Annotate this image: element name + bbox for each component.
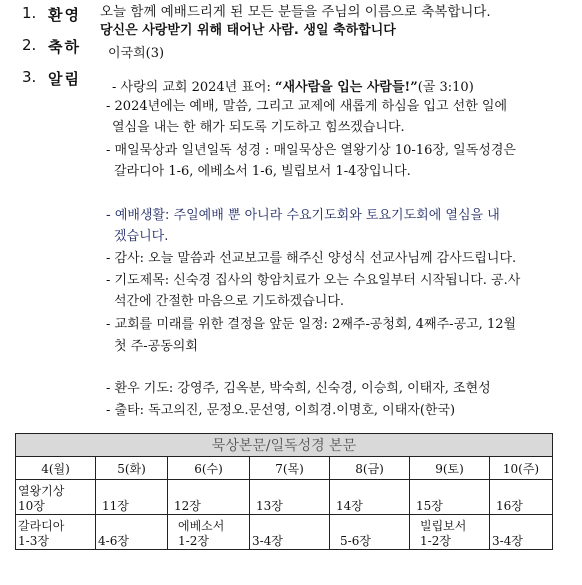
notice-line: 겠습니다.: [114, 229, 169, 244]
day-header: 6(수): [168, 457, 250, 480]
table-row-daily-meditation: [16, 480, 553, 515]
birthday-message: 당신은 사랑받기 위해 태어난 사람. 생일 축하합니다: [100, 23, 396, 38]
day-header: 8(금): [330, 457, 410, 480]
day-header: 7(목): [250, 457, 330, 480]
section-number-birthday: 2.: [22, 36, 37, 54]
table-cell: [96, 480, 168, 515]
day-header: 4(월): [16, 457, 96, 480]
notice-line: - 예배생활: 주일예배 뿐 아니라 수요기도회와 토요기도회에 열심을 내: [106, 208, 500, 223]
cell-line: 에베소서: [178, 519, 225, 533]
notice-line: - 기도제목: 신숙경 집사의 항암치료가 오는 수요일부터 시작됩니다. 공.사: [106, 273, 521, 288]
cell-line: 1-2장: [178, 534, 209, 548]
notice-line: - 환우 기도: 강영주, 김옥분, 박숙희, 신숙경, 이승희, 이태자, 조현성: [106, 381, 491, 396]
section-title-welcome: 환영: [48, 6, 81, 24]
section-number-notices: 3.: [22, 68, 37, 86]
day-header: 10(주): [490, 457, 553, 480]
section-number-welcome: 1.: [22, 4, 37, 22]
notice-line: 갈라디아 1-6, 에베소서 1-6, 빌립보서 1-4장입니다.: [114, 164, 411, 179]
notice-line: 첫 주-공동의회: [114, 339, 198, 354]
table-days-row: [16, 457, 553, 480]
table-header-row: [16, 434, 553, 457]
cell-line: 4-6장: [98, 534, 129, 548]
notice-line: - 감사: 오늘 말씀과 선교보고를 해주신 양성식 선교사님께 감사드립니다.: [106, 251, 517, 266]
cell-line: 10장: [18, 499, 45, 513]
table-cell: [250, 515, 330, 550]
table-cell: [168, 480, 250, 515]
cell-line: 11장: [102, 499, 129, 513]
table-cell: [410, 480, 490, 515]
notice-line: - 출타: 독고의진, 문정오.문선영, 이희경.이명호, 이태자(한국): [106, 403, 456, 418]
notice-motto-text: - 사랑의 교회 2024년 표어: “새사람을 입는 사람들!”(골 3:10): [112, 80, 474, 95]
table-cell: [96, 515, 168, 550]
section-title-notices: 알림: [48, 70, 81, 88]
cell-line: 5-6장: [340, 534, 371, 548]
cell-line: 14장: [336, 499, 363, 513]
day-header: 9(토): [410, 457, 490, 480]
table-cell: [330, 515, 410, 550]
cell-line: 1-2장: [420, 534, 451, 548]
table-cell: [168, 515, 250, 550]
table-cell: [16, 515, 96, 550]
cell-line: 12장: [174, 499, 201, 513]
table-cell: [250, 480, 330, 515]
notice-line: - 2024년에는 예배, 말씀, 그리고 교제에 새롭게 하심을 입고 선한 일에: [106, 99, 508, 114]
reading-schedule-table: [15, 433, 553, 550]
cell-line: 15장: [416, 499, 443, 513]
table-cell: [410, 515, 490, 550]
notice-line: - 교회를 미래를 위한 결정을 앞둔 일정: 2째주-공청회, 4째주-공고, 12월: [106, 317, 517, 332]
table-cell: [490, 515, 553, 550]
section-title-birthday: 축하: [48, 38, 81, 56]
day-header: 5(화): [96, 457, 168, 480]
welcome-text: 오늘 함께 예배드리게 된 모든 분들을 주님의 이름으로 축복합니다.: [100, 4, 491, 20]
notice-line: 석간에 간절한 마음으로 기도하겠습니다.: [114, 294, 345, 309]
cell-line: 3-4장: [492, 534, 523, 548]
cell-line: 13장: [256, 499, 283, 513]
cell-line: 빌립보서: [420, 519, 467, 533]
table-row-yearly-reading: [16, 515, 553, 550]
cell-line: 열왕기상: [18, 484, 65, 498]
table-cell: [330, 480, 410, 515]
birthday-name: 이국희(3): [108, 46, 165, 61]
table-title: 묵상본문/일독성경 본문: [16, 434, 553, 457]
notice-line: - 매일묵상과 일년일독 성경 : 매일묵상은 열왕기상 10-16장, 일독성경은: [106, 143, 516, 158]
table-cell: [16, 480, 96, 515]
cell-line: 16장: [496, 499, 523, 513]
notice-line: 열심을 내는 한 해가 되도록 기도하고 힘쓰겠습니다.: [112, 120, 405, 135]
cell-line: 3-4장: [252, 534, 283, 548]
notice-motto: [112, 79, 474, 96]
cell-line: 1-3장: [18, 534, 49, 548]
cell-line: 갈라디아: [18, 519, 65, 533]
table-cell: [490, 480, 553, 515]
